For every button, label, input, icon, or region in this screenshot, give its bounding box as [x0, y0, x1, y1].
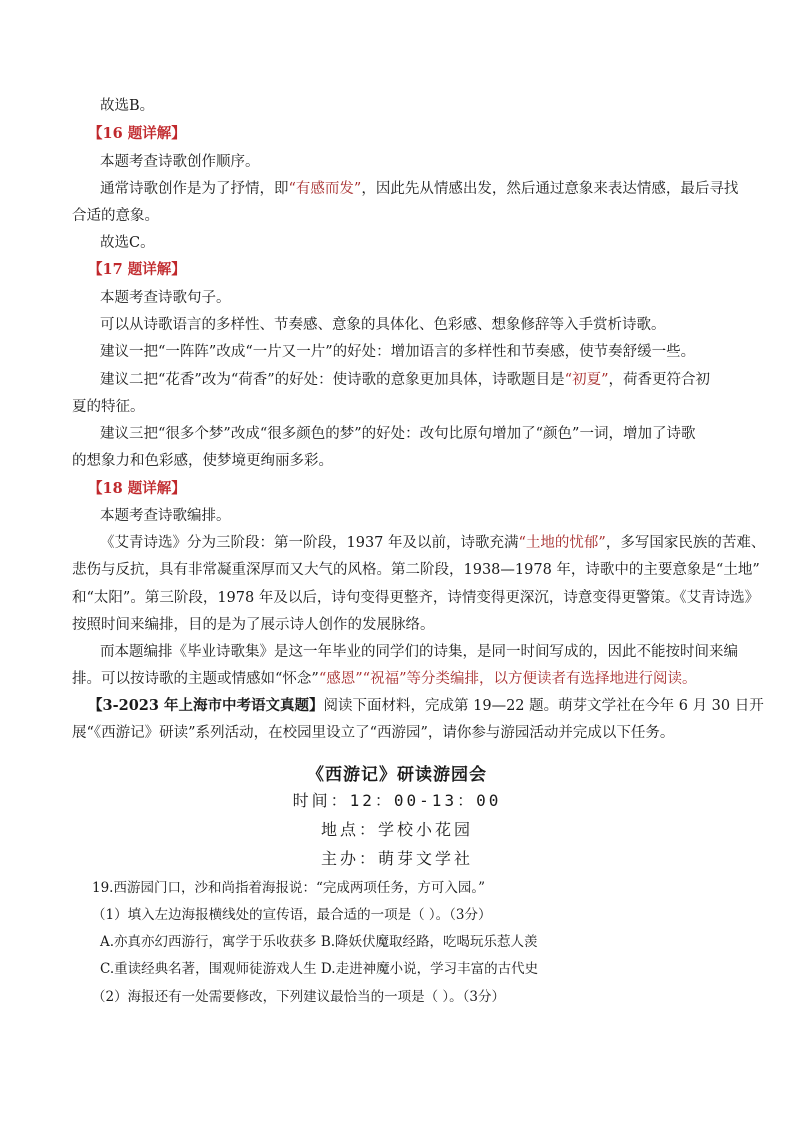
- section-heading-18: 【18 题详解】: [88, 480, 186, 497]
- paragraph-line: 展“《西游记》研读”系列活动，在校园里设立了“西游园”，请你参与游园活动并完成以下任务。: [72, 725, 675, 741]
- paragraph-line: 本题考查诗歌创作顺序。: [100, 154, 260, 170]
- answer-line: 故选B。: [100, 98, 155, 114]
- options-c-d: C.重读经典名著，围观师徒游戏人生 D.走进神魔小说，学习丰富的古代史: [100, 961, 539, 977]
- paragraph-line: 建议三把“很多个梦”改成“很多颜色的梦”的好处：改句比原句增加了“颜色”一词，增加了诗歌: [100, 426, 696, 442]
- paragraph-line: 建议一把“一阵阵”改成“一片又一片”的好处：增加语言的多样性和节奏感，使节奏舒缓一些。: [100, 344, 696, 360]
- question-intro: 19.西游园门口，沙和尚指着海报说：“完成两项任务，方可入园。”: [92, 880, 486, 896]
- paragraph-line: 本题考查诗歌句子。: [100, 290, 231, 306]
- poster-host: 主办：萌芽文学社: [320, 849, 473, 868]
- paragraph-line: 的想象力和色彩感，使梦境更绚丽多彩。: [72, 453, 333, 469]
- poster-time: 时间：12：00-13：00: [292, 791, 502, 810]
- paragraph-line: 而本题编排《毕业诗歌集》是这一年毕业的同学们的诗集，是同一时间写成的，因此不能按时间来编: [100, 644, 738, 660]
- paragraph-line: 可以从诗歌语言的多样性、节奏感、意象的具体化、色彩感、想象修辞等入手赏析诗歌。: [100, 317, 666, 333]
- paragraph-line: 合适的意象。: [72, 208, 159, 224]
- paragraph-line: 悲伤与反抗，具有非常凝重深厚而又大气的风格。第二阶段，1938—1978 年，诗歌中的主要意象是“土地”: [72, 562, 760, 578]
- poster-place: 地点：学校小花园: [320, 820, 473, 839]
- paragraph-line: 按照时间来编排，目的是为了展示诗人创作的发展脉络。: [72, 617, 435, 633]
- paragraph-line: 《艾青诗选》分为三阶段：第一阶段，1937 年及以前，诗歌充满“土地的忧郁”，多写国家民族的苦难、: [100, 535, 766, 551]
- paragraph-line: 通常诗歌创作是为了抒情，即“有感而发”，因此先从情感出发，然后通过意象来表达情感，最后寻找: [100, 181, 739, 197]
- exam-source-line: 【3-2023 年上海市中考语文真题】阅读下面材料，完成第 19—22 题。萌芽文学社在今年 6 月 30 日开: [88, 697, 764, 714]
- poster-title: 《西游记》研读游园会: [307, 765, 487, 785]
- question-sub2: （2）海报还有一处需要修改，下列建议最恰当的一项是（ ）。（3分）: [92, 989, 505, 1005]
- answer-line: 故选C。: [100, 235, 155, 251]
- question-sub1: （1）填入左边海报横线处的宣传语，最合适的一项是（ ）。（3分）: [92, 907, 492, 923]
- section-heading-17: 【17 题详解】: [88, 261, 186, 278]
- paragraph-line: 夏的特征。: [72, 399, 145, 415]
- paragraph-line: 排。可以按诗歌的主题或情感如“怀念”“感恩”“祝福”等分类编排，以方便读者有选择地进行阅读。: [72, 671, 697, 687]
- options-a-b: A.亦真亦幻西游行，寓学于乐收获多 B.降妖伏魔取经路，吃喝玩乐惹人羡: [100, 934, 538, 950]
- paragraph-line: 和“太阳”。第三阶段，1978 年及以后，诗句变得更整齐，诗情变得更深沉，诗意变得更警策。《艾青诗选》: [72, 590, 760, 606]
- paragraph-line: 建议二把“花香”改为“荷香”的好处：使诗歌的意象更加具体，诗歌题目是“初夏”，荷香更符合初: [100, 372, 710, 388]
- paragraph-line: 本题考查诗歌编排。: [100, 508, 231, 524]
- section-heading-16: 【16 题详解】: [88, 125, 186, 142]
